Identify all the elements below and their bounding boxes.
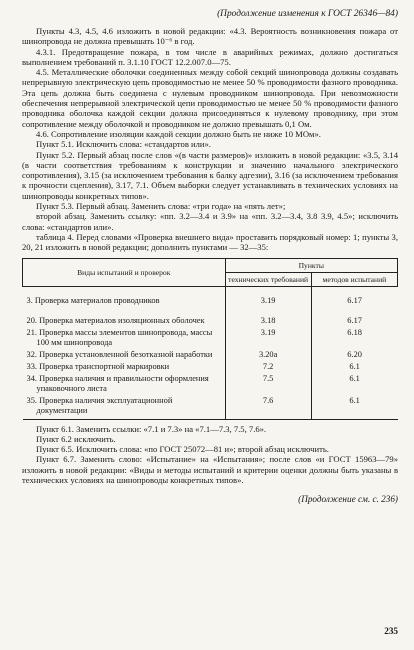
paragraph: 4.3.1. Предотвращение пожара, в том числе в аварийных режимах, должно достигаться выполнением требований п. 3.1.10 ГОСТ 12.2.007.0—75. [22,46,398,67]
paragraph: 4.6. Сопротивление изоляции каждой секции должно быть не ниже 10 МОм». [36,128,321,139]
col-header-tests: Виды испытаний и проверок [23,258,226,286]
continuation-note: (Продолжение см. с. 236) [298,494,398,505]
row-requirement: 3.20а [225,349,311,361]
page-header: (Продолжение изменения к ГОСТ 26346—84) [217,9,398,19]
paragraph: Пункт 5.3. Первый абзац. Заменить слова: «три года» на «пять лет»; [36,201,286,212]
paragraph: Пункт 6.2 исключить. [36,433,116,444]
document-page [22,8,398,505]
row-name: 3. Проверка материалов проводников [26,295,160,305]
row-name: 34. Проверка наличия и правильности оформления упаковочного листа [26,373,209,393]
paragraph: второй абзац. Заменить ссылку: «пп. 3.2—3.4 и 3.9» на «пп. 3.2—3.4, 3.8 3.9, 4.5»; исключить слова: «стандартов или». [22,211,398,232]
paragraph: Пункт 5.2. Первый абзац после слов «(в части размеров)» изложить в новой редакции: «3.5, 3.14 (в части соответствия требованиям к конструкции и значению начального электрического сопротивления), 3.15 (за исключением требования к балку адгезии), 3.16 (за исключением требования к прочности сцепления), 3.17, 7.1. Объем выборки следует устанавливать в технических условиях на шинопроводы конкретных типов». [22,149,398,201]
table-row [23,361,398,373]
table-row [23,395,398,420]
paragraph: Пункты 4.3, 4.5, 4.6 изложить в новой редакции: «4.3. Вероятность возникновения пожара от шинопровода не должна превышать 10⁻⁶ в год. [22,26,398,47]
col-header-requirements: технических требований [225,272,311,286]
paragraph: Пункт 6.1. Заменить ссылки: «7.1 и 7.3» на «7.1—7.3, 7.5, 7.6». [36,423,267,434]
table-row [23,286,398,307]
row-requirement: 7.2 [225,361,311,373]
row-method: 6.18 [311,327,397,349]
row-name: 33. Проверка транспортной маркировки [26,361,170,371]
row-name: 21. Проверка массы элементов шинопровода, массы 100 мм шинопровода [26,327,213,347]
table-row [23,349,398,361]
paragraph: 4.5. Металлические оболочки соединенных между собой секций шинопровода должны создавать непрерывную электрическую цепь проводимостью не менее 50 % проводимости фазного проводника. Эта цепь должна быть соединена с нулевым проводником шинопровода. При невозможности обеспечения непрерывной электрической цепи проводимостью не менее 50 % проводимости фазного проводника оболочка каждой секции должна присоединяться к нулевому проводнику, при этом сопротивление между оболочкой и проводником не должно превышать 0,1 Ом. [22,67,398,129]
row-method: 6.1 [311,395,397,420]
tests-table [22,258,398,420]
table-row [23,327,398,349]
row-requirement: 3.18 [225,307,311,327]
row-requirement: 7.5 [225,373,311,395]
paragraph: Пункт 6.5. Исключить слова: «по ГОСТ 25072—81 и»; второй абзац исключить. [36,444,329,455]
row-name: 32. Проверка установленной безотказной наработки [26,349,213,359]
page-number: 235 [384,625,398,636]
paragraph: Пункт 6.7. Заменить слово: «Испытание» на «Испытания»; после слов «и ГОСТ 15963—79» изложить в новой редакции: «Виды и методы испытаний и критерии оценки должны быть указаны в технических условиях на шинопроводы конкретных типов». [22,454,398,486]
paragraph: Пункт 5.1. Исключить слова: «стандартов или». [36,139,211,150]
row-method: 6.1 [311,361,397,373]
table-row [23,373,398,395]
row-method: 6.17 [311,286,397,307]
row-method: 6.17 [311,307,397,327]
row-name: 20. Проверка материалов изоляционных оболочек [26,315,205,325]
row-method: 6.1 [311,373,397,395]
row-requirement: 7.6 [225,395,311,420]
col-header-methods: методов испытаний [311,272,397,286]
table-row [23,307,398,327]
paragraph: таблица 4. Перед словами «Проверка внешнего вида» проставить порядковый номер: 1; пункты 3, 20, 21 изложить в новой редакции; дополнить пунктами — 32—35: [22,231,398,253]
row-name: 35. Проверка наличия эксплуатационной документации [26,395,173,415]
row-requirement: 3.19 [225,286,311,307]
col-header-group: Пункты [225,258,398,272]
row-requirement: 3.19 [225,327,311,349]
row-method: 6.20 [311,349,397,361]
